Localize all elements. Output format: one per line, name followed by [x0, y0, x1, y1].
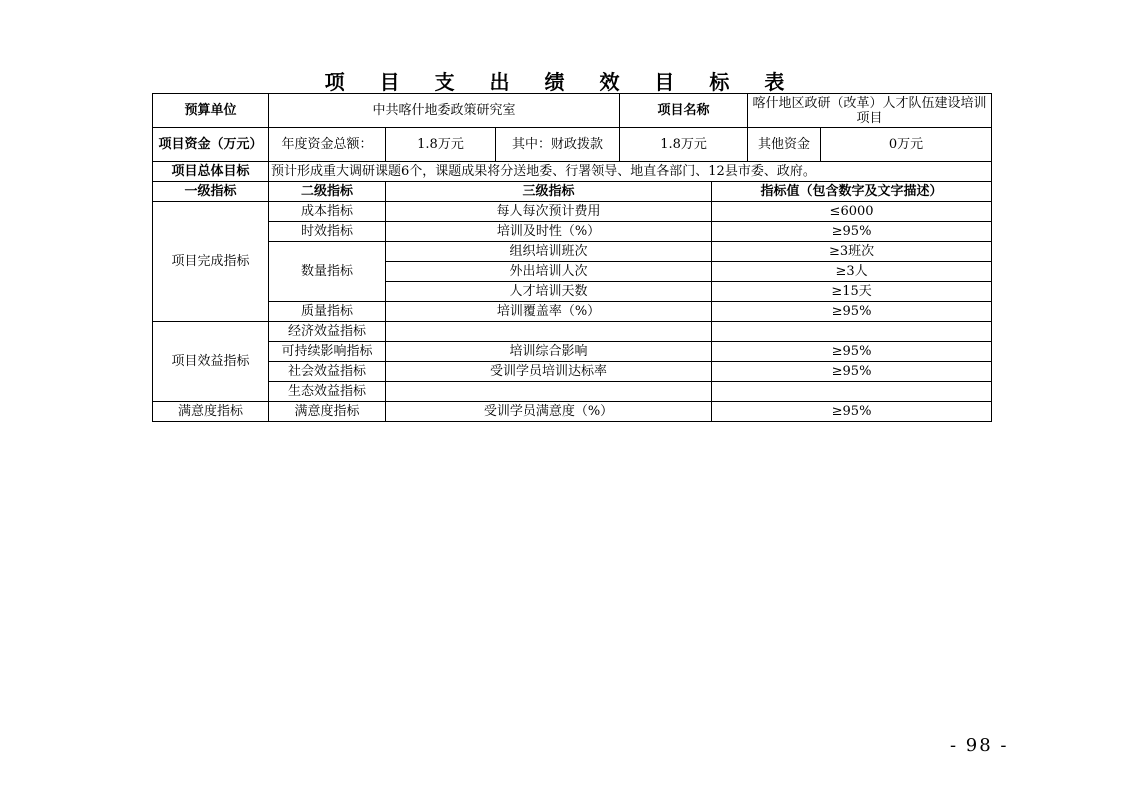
table-row	[153, 382, 992, 402]
value-cell: ≥95%	[712, 302, 992, 322]
budget-unit-value: 中共喀什地委政策研究室	[269, 94, 620, 128]
level3-cell: 受训学员满意度（%）	[386, 402, 712, 422]
level3-cell	[386, 382, 712, 402]
table-row	[153, 202, 992, 222]
level3-cell: 外出培训人次	[386, 262, 712, 282]
value-cell: ≥3人	[712, 262, 992, 282]
level2-header: 二级指标	[269, 182, 386, 202]
level3-cell: 培训及时性（%）	[386, 222, 712, 242]
fiscal-funds-label: 其中：财政拨款	[496, 128, 620, 162]
table-row	[153, 322, 992, 342]
funds-row	[153, 128, 992, 162]
level1-header: 一级指标	[153, 182, 269, 202]
annual-funds-label: 年度资金总额：	[269, 128, 386, 162]
completion-group-label: 项目完成指标	[153, 202, 269, 322]
level2-cell: 数量指标	[269, 242, 386, 302]
other-funds-label: 其他资金	[748, 128, 821, 162]
value-cell: ≥95%	[712, 402, 992, 422]
table-row	[153, 342, 992, 362]
performance-target-table	[152, 93, 992, 422]
overall-goal-row	[153, 162, 992, 182]
level2-cell: 满意度指标	[269, 402, 386, 422]
level3-cell: 组织培训班次	[386, 242, 712, 262]
level2-cell: 质量指标	[269, 302, 386, 322]
level3-cell: 受训学员培训达标率	[386, 362, 712, 382]
level2-cell: 生态效益指标	[269, 382, 386, 402]
fiscal-funds-value: 1.8万元	[620, 128, 748, 162]
table-title: 项 目 支 出 绩 效 目 标 表	[324, 70, 799, 94]
level3-cell	[386, 322, 712, 342]
project-name-label: 项目名称	[620, 94, 748, 128]
level2-cell: 社会效益指标	[269, 362, 386, 382]
budget-unit-label: 预算单位	[153, 94, 269, 128]
value-cell	[712, 322, 992, 342]
table-row	[153, 222, 992, 242]
level3-cell: 培训综合影响	[386, 342, 712, 362]
value-header: 指标值（包含数字及文字描述）	[712, 182, 992, 202]
budget-unit-row	[153, 94, 992, 128]
level3-cell: 人才培训天数	[386, 282, 712, 302]
annual-funds-value: 1.8万元	[386, 128, 496, 162]
project-name-value: 喀什地区政研（改革）人才队伍建设培训项目	[748, 94, 992, 128]
value-cell	[712, 382, 992, 402]
value-cell: ≥95%	[712, 342, 992, 362]
value-cell: ≥95%	[712, 362, 992, 382]
table-row	[153, 362, 992, 382]
satisfaction-group-label: 满意度指标	[153, 402, 269, 422]
value-cell: ≥95%	[712, 222, 992, 242]
table-row	[153, 402, 992, 422]
other-funds-value: 0万元	[821, 128, 992, 162]
level2-cell: 可持续影响指标	[269, 342, 386, 362]
level3-cell: 培训覆盖率（%）	[386, 302, 712, 322]
benefit-group-label: 项目效益指标	[153, 322, 269, 402]
funds-label: 项目资金（万元）	[153, 128, 269, 162]
column-header-row	[153, 182, 992, 202]
overall-goal-label: 项目总体目标	[153, 162, 269, 182]
table-row	[153, 242, 992, 262]
level2-cell: 时效指标	[269, 222, 386, 242]
level2-cell: 经济效益指标	[269, 322, 386, 342]
page-number: - 98 -	[950, 735, 1009, 756]
overall-goal-text: 预计形成重大调研课题6个，课题成果将分送地委、行署领导、地直各部门、12县市委、政府。	[269, 162, 992, 182]
value-cell: ≥15天	[712, 282, 992, 302]
table-row	[153, 302, 992, 322]
level3-cell: 每人每次预计费用	[386, 202, 712, 222]
value-cell: ≥3班次	[712, 242, 992, 262]
level2-cell: 成本指标	[269, 202, 386, 222]
value-cell: ≤6000	[712, 202, 992, 222]
level3-header: 三级指标	[386, 182, 712, 202]
